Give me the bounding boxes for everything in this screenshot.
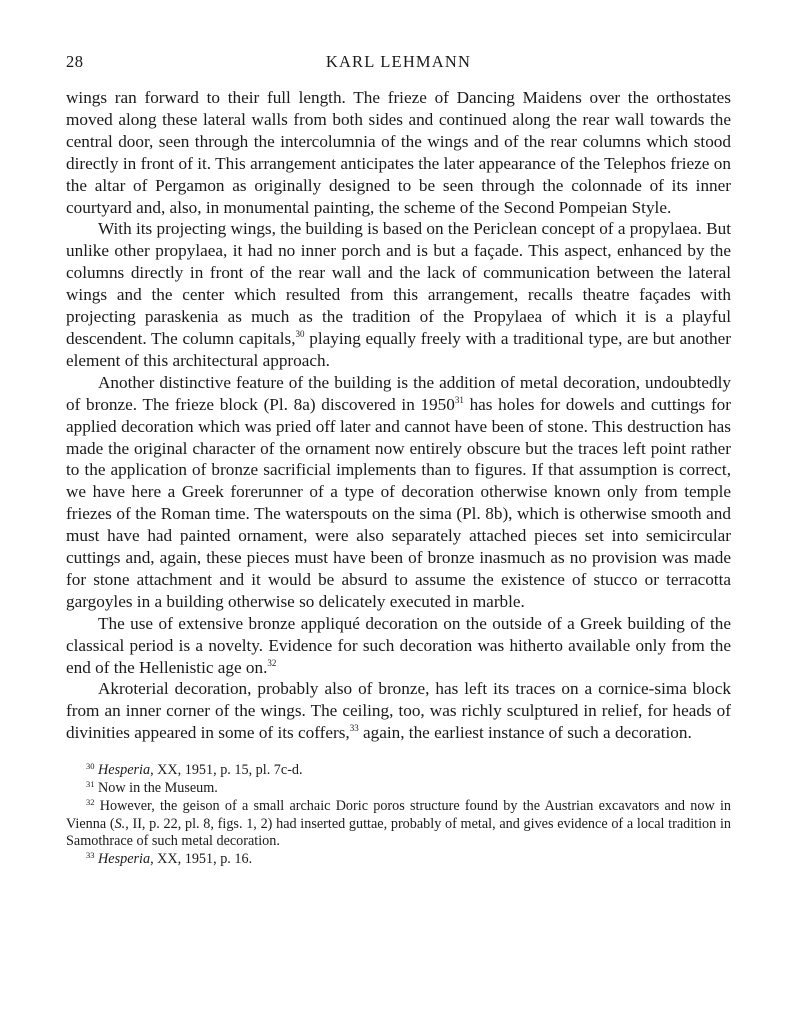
footnote-ref[interactable]: 33 — [349, 723, 359, 734]
footnote-mark: 32 — [86, 796, 95, 807]
paragraph: Another distinctive feature of the building is the addition of metal decoration, undoubtedly of bronze. The frieze block (Pl. 8a) discovered in 1950$^{31}$ has holes for dowels and cuttings for applied decoration which was pried off later and cannot have been of stone. This destruction has made the original character of the ornament now entirely obscure but the traces left point rather to the application of bronze sacrificial implements than to figures. If that assumption is correct, we have here a Greek forerunner of a type of decoration otherwise known only from temple friezes of the Roman time. The waterspouts on the sima (Pl. 8b), which is otherwise smooth and must have had painted ornament, were also separately attached pieces set into semicircular cuttings and, again, these pieces must have been of bronze inasmuch as no provision was made for stone attachment and it would be absurd to assume the existence of stucco or terracotta gargoyles in a building otherwise so delicately executed in marble. — [66, 372, 731, 611]
footnote: $^{30}$ Hesperia, XX, 1951, p. 15, pl. 7c-d. — [86, 761, 303, 779]
footnote-mark: 30 — [86, 761, 95, 772]
footnotes — [66, 762, 731, 869]
paragraph: wings ran forward to their full length. The frieze of Dancing Maidens over the orthostates moved along these lateral walls from both sides and continued along the rear wall towards the central door, seen through the intercolumnia of the wings and of the rear columns which stood directly in front of it. This arrangement anticipates the later appearance of the Telephos frieze on the altar of Pergamon as originally designed to be seen through the colonnade of its inner courtyard and, also, in monumental painting, the scheme of the Second Pompeian Style. — [66, 88, 731, 217]
footnote: $^{31}$ Now in the Museum. — [86, 778, 218, 796]
document-page — [66, 52, 731, 869]
paragraph: The use of extensive bronze appliqué decoration on the outside of a Greek building of the classical period is a novelty. Evidence for such decoration was hitherto available only from the end of the Hellenistic age on.$^{32}$ — [66, 613, 731, 677]
footnote-ref[interactable]: 32 — [267, 657, 277, 668]
page-header — [66, 52, 731, 78]
footnote-ref[interactable]: 31 — [454, 394, 464, 405]
footnote-ref[interactable]: 30 — [295, 328, 305, 339]
body-text — [66, 87, 731, 744]
footnote: $^{33}$ Hesperia, XX, 1951, p. 16. — [86, 850, 253, 868]
page-number: 28 — [66, 52, 84, 71]
paragraph: With its projecting wings, the building is based on the Periclean concept of a propylaea. But unlike other propylaea, it had no inner porch and is but a façade. This aspect, enhanced by the columns directly in front of the rear wall and the lack of communication between the lateral wings and the center which resulted from this arrangement, recalls theatre façades with projecting paraskenia as much as the tradition of the Propylaea of which it is a playful descendent. The column capitals,$^{30}$ playing equally freely with a traditional type, are but another element of this architectural approach. — [66, 219, 731, 370]
footnote-mark: 33 — [86, 850, 95, 861]
running-head: KARL LEHMANN — [325, 52, 472, 71]
footnote-mark: 31 — [86, 778, 95, 789]
footnote: $^{32}$ However, the geison of a small archaic Doric poros structure found by the Austrian excavators and now in Vienna (S., II, p. 22, pl. 8, figs. 1, 2) had inserted guttae, probably of metal, and gives evidence of a local tradition in Samothrace of such metal decoration. — [66, 796, 731, 850]
paragraph: Akroterial decoration, probably also of bronze, has left its traces on a cornice-sima block from an inner corner of the wings. The ceiling, too, was richly sculptured in relief, for heads of divinities appeared in some of its coffers,$^{33}$ again, the earliest instance of such a decoration. — [66, 679, 731, 743]
